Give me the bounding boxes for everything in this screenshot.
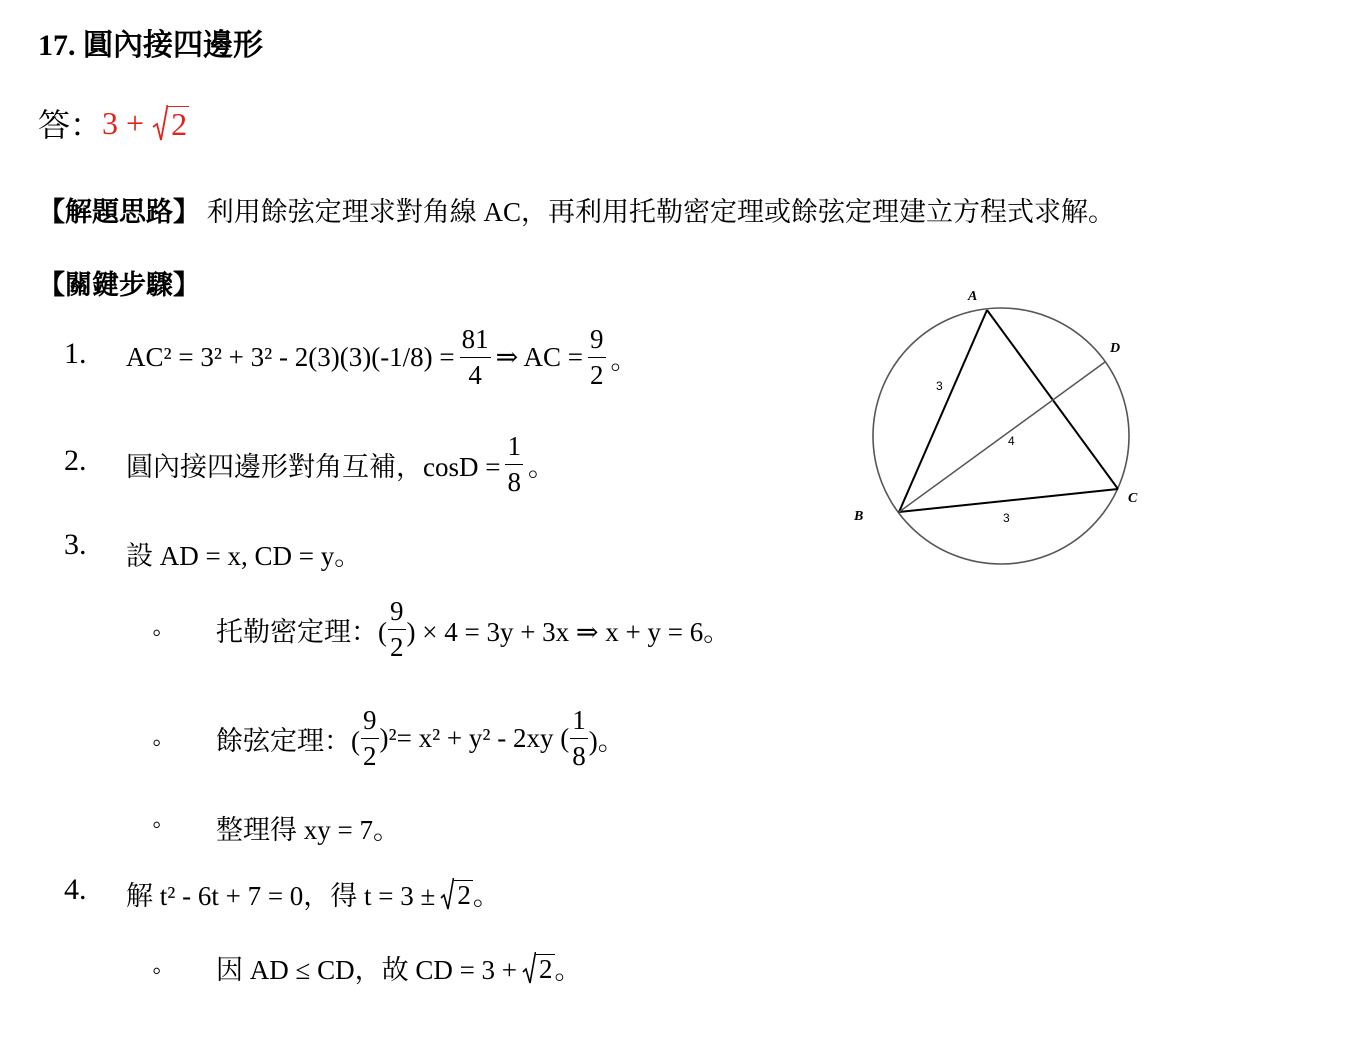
bullet-icon: ◦ [152,810,162,839]
step-3b-mid: )²= x² + y² - 2xy ( [379,723,570,753]
step-1-end: 。 [610,345,638,375]
vertex-label-a: A [968,289,978,304]
step-4-number: 4. [64,873,87,906]
step-1-implies: ⇒ AC = [495,342,584,372]
step-3c-text: 整理得 xy = 7。 [216,815,400,845]
step-2 [126,433,555,496]
answer-label: 答： [38,107,103,143]
bullet-icon: ◦ [152,618,162,647]
fraction-numerator: 9 [388,598,406,630]
vertex-label-b: B [854,509,864,524]
step-4a-sqrt [522,951,555,985]
answer-radicand: 2 [168,106,189,142]
step-4 [126,874,500,913]
strategy-text: 利用餘弦定理求對角線 AC，再利用托勒密定理或餘弦定理建立方程式求解。 [206,197,1116,227]
strategy-label: 【解題思路】 [38,197,200,227]
step-3a-post: ) × 4 = 3y + 3x ⇒ x + y = 6。 [406,617,731,647]
segment-ab [899,310,987,512]
step-4-end: 。 [472,881,500,911]
step-3b-end: )。 [588,726,625,756]
answer-value-prefix: 3 + [102,104,153,141]
step-4a-pre: 因 AD ≤ CD，故 CD = 3 + [216,955,518,985]
fraction-numerator: 1 [505,433,523,465]
step-3a-pre: 托勒密定理：( [216,617,387,647]
step-1 [126,326,638,389]
radical-sign-icon [440,877,454,911]
step-4a-radicand: 2 [536,954,555,985]
vertex-label-d: D [1110,341,1121,356]
side-label-bc: 3 [1003,511,1010,525]
step-4a [216,948,582,987]
fraction-denominator: 2 [390,632,404,662]
step-4-sqrt [440,877,473,911]
fraction-numerator: 9 [588,326,606,358]
fraction-denominator: 2 [590,360,604,390]
step-4a-end: 。 [554,955,582,985]
answer-sqrt [152,104,189,142]
fraction-denominator: 2 [363,741,377,771]
radical-sign-icon [522,951,536,985]
step-1-number: 1. [64,337,87,370]
fraction-denominator: 8 [572,741,586,771]
fraction-numerator: 9 [361,707,379,739]
step-3-number: 3. [64,528,87,561]
step-3b-fraction-2 [570,707,588,770]
step-1-fraction-1 [460,326,491,389]
step-4-pre: 解 t² - 6t + 7 = 0，得 t = 3 ± [126,881,436,911]
step-3-text: 設 AD = x, CD = y。 [126,541,362,571]
vertex-label-c: C [1128,491,1138,506]
step-2-text: 圓內接四邊形對角互補，cosD = [126,452,501,482]
segment-bc [899,489,1118,512]
side-label-ab: 3 [936,379,943,393]
fraction-numerator: 81 [460,326,491,358]
bullet-icon: ◦ [152,956,162,985]
bullet-icon: ◦ [152,728,162,757]
step-1-fraction-2 [588,326,606,389]
cyclic-quadrilateral-figure [840,280,1160,580]
step-3a-fraction [388,598,406,661]
segment-bd [899,362,1105,512]
key-steps-heading: 【關鍵步驟】 [38,270,200,300]
step-1-equation: AC² = 3² + 3² - 2(3)(3)(-1/8) = [126,342,455,372]
answer-value [102,104,189,142]
fraction-denominator: 4 [468,360,482,390]
step-2-fraction [505,433,523,496]
step-3b-fraction-1 [361,707,379,770]
fraction-denominator: 8 [507,467,521,497]
strategy-line [38,190,1115,229]
radical-sign-icon [152,104,168,142]
step-3a [216,598,730,661]
step-3b [216,707,625,770]
side-label-bd: 4 [1008,434,1015,448]
problem-title: 17. 圓內接四邊形 [38,29,263,62]
step-2-number: 2. [64,444,87,477]
step-2-end: 。 [527,452,555,482]
step-4-radicand: 2 [454,880,473,911]
circumcircle [873,308,1129,564]
step-3b-pre: 餘弦定理：( [216,726,360,756]
fraction-numerator: 1 [570,707,588,739]
answer-line [38,100,189,146]
